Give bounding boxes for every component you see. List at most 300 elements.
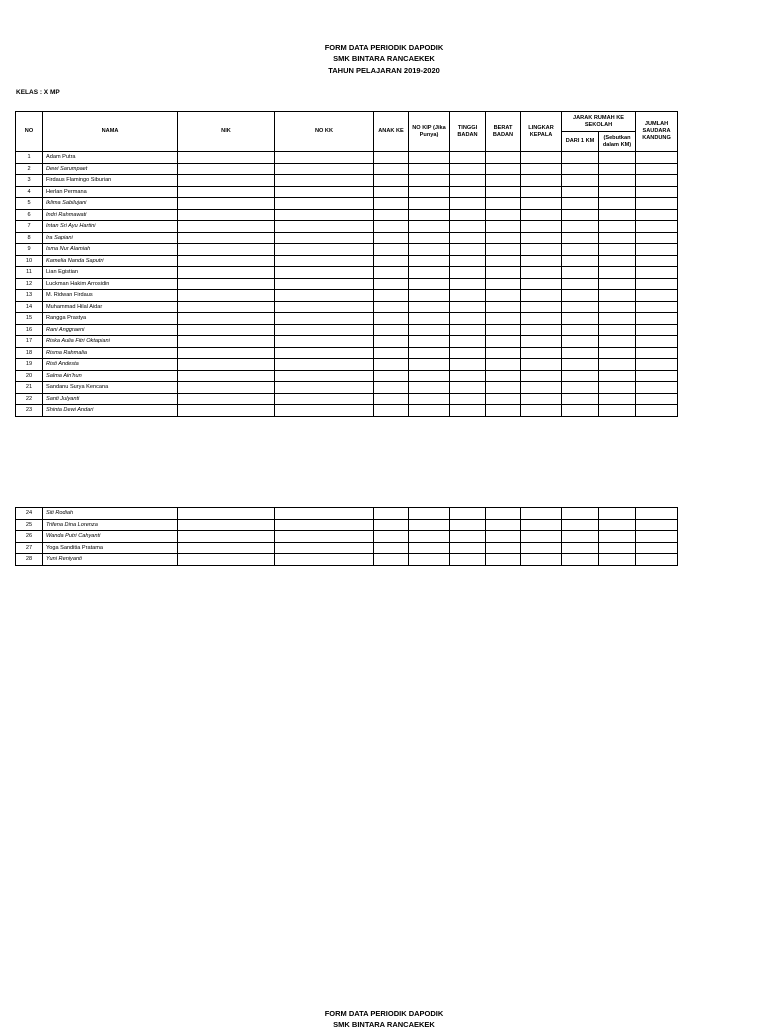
student-name: Yuni Reniyanti: [43, 554, 178, 566]
empty-cell: [521, 255, 562, 267]
empty-cell: [450, 393, 486, 405]
empty-cell: [636, 244, 678, 256]
row-number: 8: [16, 232, 43, 244]
row-number: 17: [16, 336, 43, 348]
row-number: 28: [16, 554, 43, 566]
empty-cell: [562, 152, 599, 164]
empty-cell: [178, 278, 275, 290]
empty-cell: [562, 221, 599, 233]
table-row: [16, 508, 678, 520]
empty-cell: [562, 554, 599, 566]
empty-cell: [599, 267, 636, 279]
empty-cell: [599, 221, 636, 233]
empty-cell: [636, 382, 678, 394]
empty-cell: [599, 347, 636, 359]
empty-cell: [450, 198, 486, 210]
col-no: NO: [16, 112, 43, 152]
empty-cell: [521, 290, 562, 302]
empty-cell: [374, 405, 409, 417]
empty-cell: [599, 290, 636, 302]
empty-cell: [599, 152, 636, 164]
empty-cell: [636, 232, 678, 244]
empty-cell: [275, 347, 374, 359]
empty-cell: [450, 163, 486, 175]
empty-cell: [521, 313, 562, 325]
empty-cell: [521, 393, 562, 405]
empty-cell: [409, 519, 450, 531]
empty-cell: [486, 209, 521, 221]
col-nik: NIK: [178, 112, 275, 152]
empty-cell: [521, 175, 562, 187]
empty-cell: [275, 278, 374, 290]
empty-cell: [450, 382, 486, 394]
empty-cell: [374, 519, 409, 531]
empty-cell: [521, 405, 562, 417]
empty-cell: [275, 152, 374, 164]
student-name: Salma Ain'hun: [43, 370, 178, 382]
empty-cell: [599, 198, 636, 210]
empty-cell: [409, 221, 450, 233]
empty-cell: [275, 370, 374, 382]
empty-cell: [374, 186, 409, 198]
empty-cell: [599, 508, 636, 520]
empty-cell: [521, 301, 562, 313]
col-tinggi-badan: TINGGI BADAN: [450, 112, 486, 152]
empty-cell: [636, 175, 678, 187]
student-name: Firdaus Flamingo Siburian: [43, 175, 178, 187]
empty-cell: [374, 163, 409, 175]
student-table-part2: [15, 507, 678, 566]
table-row: [16, 301, 678, 313]
empty-cell: [636, 186, 678, 198]
next-page-title: FORM DATA PERIODIK DAPODIK: [324, 1009, 444, 1018]
table-row: [16, 152, 678, 164]
empty-cell: [486, 267, 521, 279]
empty-cell: [636, 313, 678, 325]
empty-cell: [486, 175, 521, 187]
empty-cell: [409, 267, 450, 279]
col-sebutkan-km: (Sebutkan dalam KM): [599, 132, 636, 152]
empty-cell: [486, 508, 521, 520]
table-row: [16, 186, 678, 198]
empty-cell: [374, 255, 409, 267]
empty-cell: [275, 531, 374, 543]
empty-cell: [275, 163, 374, 175]
empty-cell: [486, 290, 521, 302]
student-table-part1: [15, 111, 678, 417]
empty-cell: [636, 393, 678, 405]
row-number: 7: [16, 221, 43, 233]
empty-cell: [178, 393, 275, 405]
empty-cell: [636, 278, 678, 290]
empty-cell: [486, 359, 521, 371]
row-number: 11: [16, 267, 43, 279]
empty-cell: [562, 278, 599, 290]
empty-cell: [636, 336, 678, 348]
empty-cell: [599, 382, 636, 394]
table-row: [16, 290, 678, 302]
empty-cell: [275, 198, 374, 210]
empty-cell: [562, 313, 599, 325]
empty-cell: [275, 359, 374, 371]
table-row: [16, 255, 678, 267]
empty-cell: [450, 186, 486, 198]
empty-cell: [636, 531, 678, 543]
empty-cell: [374, 531, 409, 543]
empty-cell: [409, 405, 450, 417]
row-number: 15: [16, 313, 43, 325]
empty-cell: [450, 301, 486, 313]
empty-cell: [636, 347, 678, 359]
empty-cell: [275, 244, 374, 256]
empty-cell: [275, 508, 374, 520]
empty-cell: [486, 198, 521, 210]
empty-cell: [486, 301, 521, 313]
empty-cell: [521, 531, 562, 543]
row-number: 1: [16, 152, 43, 164]
student-name: Muhammad Hilal Aidar: [43, 301, 178, 313]
table-row: [16, 175, 678, 187]
empty-cell: [521, 163, 562, 175]
table-row: [16, 359, 678, 371]
row-number: 5: [16, 198, 43, 210]
row-number: 18: [16, 347, 43, 359]
table-row: [16, 347, 678, 359]
empty-cell: [562, 255, 599, 267]
empty-cell: [486, 232, 521, 244]
empty-cell: [409, 324, 450, 336]
empty-cell: [409, 186, 450, 198]
empty-cell: [409, 554, 450, 566]
row-number: 26: [16, 531, 43, 543]
empty-cell: [521, 232, 562, 244]
empty-cell: [374, 324, 409, 336]
student-name: Risma Rahmalia: [43, 347, 178, 359]
empty-cell: [374, 347, 409, 359]
empty-cell: [178, 519, 275, 531]
row-number: 10: [16, 255, 43, 267]
empty-cell: [486, 163, 521, 175]
empty-cell: [599, 542, 636, 554]
empty-cell: [178, 301, 275, 313]
empty-cell: [636, 209, 678, 221]
empty-cell: [178, 244, 275, 256]
col-no-kip: NO KIP (Jika Punya): [409, 112, 450, 152]
empty-cell: [521, 221, 562, 233]
empty-cell: [599, 175, 636, 187]
student-name: Adam Putra: [43, 152, 178, 164]
empty-cell: [636, 405, 678, 417]
student-name: Intan Sri Ayu Hartini: [43, 221, 178, 233]
row-number: 21: [16, 382, 43, 394]
empty-cell: [178, 267, 275, 279]
empty-cell: [599, 232, 636, 244]
empty-cell: [374, 336, 409, 348]
empty-cell: [599, 163, 636, 175]
empty-cell: [450, 221, 486, 233]
empty-cell: [486, 393, 521, 405]
empty-cell: [409, 163, 450, 175]
empty-cell: [450, 519, 486, 531]
empty-cell: [562, 163, 599, 175]
empty-cell: [562, 393, 599, 405]
empty-cell: [450, 232, 486, 244]
empty-cell: [521, 554, 562, 566]
empty-cell: [486, 244, 521, 256]
empty-cell: [562, 405, 599, 417]
student-name: Wanda Putri Cahyanti: [43, 531, 178, 543]
empty-cell: [636, 163, 678, 175]
row-number: 25: [16, 519, 43, 531]
empty-cell: [374, 221, 409, 233]
empty-cell: [562, 324, 599, 336]
table-row: [16, 232, 678, 244]
empty-cell: [409, 370, 450, 382]
empty-cell: [486, 382, 521, 394]
col-jarak-rumah: JARAK RUMAH KE SEKOLAH: [562, 112, 636, 132]
empty-cell: [374, 359, 409, 371]
empty-cell: [374, 209, 409, 221]
empty-cell: [275, 393, 374, 405]
student-name: Dewi Sarumpaet: [43, 163, 178, 175]
table-row: [16, 267, 678, 279]
empty-cell: [409, 209, 450, 221]
empty-cell: [374, 175, 409, 187]
empty-cell: [599, 519, 636, 531]
table-row: [16, 313, 678, 325]
empty-cell: [562, 370, 599, 382]
empty-cell: [409, 198, 450, 210]
col-anak-ke: ANAK KE: [374, 112, 409, 152]
empty-cell: [450, 542, 486, 554]
empty-cell: [409, 508, 450, 520]
student-name: Kamelia Nanda Saputri: [43, 255, 178, 267]
empty-cell: [275, 542, 374, 554]
empty-cell: [521, 508, 562, 520]
empty-cell: [562, 244, 599, 256]
empty-cell: [275, 255, 374, 267]
row-number: 23: [16, 405, 43, 417]
empty-cell: [178, 232, 275, 244]
empty-cell: [521, 542, 562, 554]
empty-cell: [374, 152, 409, 164]
table-row: [16, 554, 678, 566]
empty-cell: [374, 554, 409, 566]
row-number: 6: [16, 209, 43, 221]
col-nama: NAMA: [43, 112, 178, 152]
empty-cell: [486, 347, 521, 359]
empty-cell: [486, 519, 521, 531]
empty-cell: [599, 359, 636, 371]
table-row: [16, 519, 678, 531]
empty-cell: [275, 209, 374, 221]
table-row: [16, 244, 678, 256]
empty-cell: [409, 542, 450, 554]
col-nokk: NO KK: [275, 112, 374, 152]
empty-cell: [486, 370, 521, 382]
student-name: Herlan Permana: [43, 186, 178, 198]
empty-cell: [374, 542, 409, 554]
empty-cell: [636, 542, 678, 554]
empty-cell: [562, 359, 599, 371]
empty-cell: [521, 209, 562, 221]
row-number: 19: [16, 359, 43, 371]
empty-cell: [409, 313, 450, 325]
empty-cell: [562, 519, 599, 531]
empty-cell: [178, 175, 275, 187]
empty-cell: [374, 267, 409, 279]
empty-cell: [374, 313, 409, 325]
table-row: [16, 198, 678, 210]
empty-cell: [275, 336, 374, 348]
empty-cell: [486, 313, 521, 325]
row-number: 12: [16, 278, 43, 290]
empty-cell: [636, 359, 678, 371]
empty-cell: [450, 152, 486, 164]
empty-cell: [450, 531, 486, 543]
empty-cell: [178, 382, 275, 394]
empty-cell: [275, 519, 374, 531]
form-title: FORM DATA PERIODIK DAPODIK: [324, 43, 444, 52]
empty-cell: [409, 152, 450, 164]
empty-cell: [450, 244, 486, 256]
empty-cell: [178, 359, 275, 371]
empty-cell: [599, 324, 636, 336]
empty-cell: [521, 519, 562, 531]
empty-cell: [450, 347, 486, 359]
empty-cell: [636, 370, 678, 382]
empty-cell: [599, 554, 636, 566]
empty-cell: [409, 278, 450, 290]
empty-cell: [409, 255, 450, 267]
student-name: Iklima Sabilujani: [43, 198, 178, 210]
empty-cell: [521, 267, 562, 279]
empty-cell: [562, 347, 599, 359]
empty-cell: [450, 255, 486, 267]
next-page-school: SMK BINTARA RANCAEKEK: [333, 1020, 435, 1029]
empty-cell: [374, 244, 409, 256]
empty-cell: [409, 347, 450, 359]
empty-cell: [486, 324, 521, 336]
empty-cell: [275, 186, 374, 198]
empty-cell: [521, 347, 562, 359]
row-number: 22: [16, 393, 43, 405]
empty-cell: [409, 232, 450, 244]
empty-cell: [521, 198, 562, 210]
empty-cell: [374, 393, 409, 405]
empty-cell: [599, 531, 636, 543]
empty-cell: [486, 405, 521, 417]
empty-cell: [562, 267, 599, 279]
empty-cell: [450, 175, 486, 187]
empty-cell: [450, 267, 486, 279]
empty-cell: [275, 301, 374, 313]
empty-cell: [374, 278, 409, 290]
table-row: [16, 163, 678, 175]
student-name: Lian Egistian: [43, 267, 178, 279]
empty-cell: [599, 370, 636, 382]
empty-cell: [409, 336, 450, 348]
empty-cell: [599, 186, 636, 198]
col-lingkar-kepala: LINGKAR KEPALA: [521, 112, 562, 152]
empty-cell: [275, 405, 374, 417]
empty-cell: [409, 244, 450, 256]
empty-cell: [374, 370, 409, 382]
empty-cell: [521, 382, 562, 394]
table-row: [16, 209, 678, 221]
empty-cell: [275, 232, 374, 244]
row-number: 16: [16, 324, 43, 336]
empty-cell: [275, 313, 374, 325]
empty-cell: [178, 313, 275, 325]
empty-cell: [450, 313, 486, 325]
student-name: Rangga Prastya: [43, 313, 178, 325]
empty-cell: [275, 324, 374, 336]
empty-cell: [636, 152, 678, 164]
empty-cell: [374, 382, 409, 394]
empty-cell: [562, 290, 599, 302]
empty-cell: [178, 163, 275, 175]
empty-cell: [374, 508, 409, 520]
empty-cell: [562, 508, 599, 520]
row-number: 3: [16, 175, 43, 187]
empty-cell: [486, 221, 521, 233]
empty-cell: [178, 531, 275, 543]
empty-cell: [521, 359, 562, 371]
empty-cell: [521, 370, 562, 382]
row-number: 24: [16, 508, 43, 520]
empty-cell: [178, 152, 275, 164]
student-name: Riska Aulia Fitri Oktapiani: [43, 336, 178, 348]
student-name: Trifena Dina Lorenza: [43, 519, 178, 531]
empty-cell: [275, 382, 374, 394]
student-name: Shinta Dewi Andari: [43, 405, 178, 417]
empty-cell: [636, 290, 678, 302]
empty-cell: [636, 255, 678, 267]
empty-cell: [521, 278, 562, 290]
empty-cell: [409, 175, 450, 187]
empty-cell: [178, 255, 275, 267]
empty-cell: [486, 278, 521, 290]
student-name: Isma Nur Alamiah: [43, 244, 178, 256]
academic-year: TAHUN PELAJARAN 2019-2020: [328, 66, 440, 75]
table-row: [16, 405, 678, 417]
empty-cell: [409, 301, 450, 313]
empty-cell: [275, 175, 374, 187]
student-name: Risti Andesta: [43, 359, 178, 371]
empty-cell: [521, 336, 562, 348]
empty-cell: [599, 313, 636, 325]
empty-cell: [599, 336, 636, 348]
empty-cell: [450, 336, 486, 348]
empty-cell: [450, 278, 486, 290]
empty-cell: [562, 175, 599, 187]
table-row: [16, 336, 678, 348]
table-row: [16, 542, 678, 554]
student-name: Santi Julyanti: [43, 393, 178, 405]
empty-cell: [599, 255, 636, 267]
empty-cell: [562, 531, 599, 543]
empty-cell: [599, 301, 636, 313]
row-number: 9: [16, 244, 43, 256]
empty-cell: [562, 232, 599, 244]
table-row: [16, 324, 678, 336]
empty-cell: [275, 554, 374, 566]
empty-cell: [562, 542, 599, 554]
student-name: Siti Rodiah: [43, 508, 178, 520]
empty-cell: [178, 405, 275, 417]
student-name: Rani Anggraeni: [43, 324, 178, 336]
